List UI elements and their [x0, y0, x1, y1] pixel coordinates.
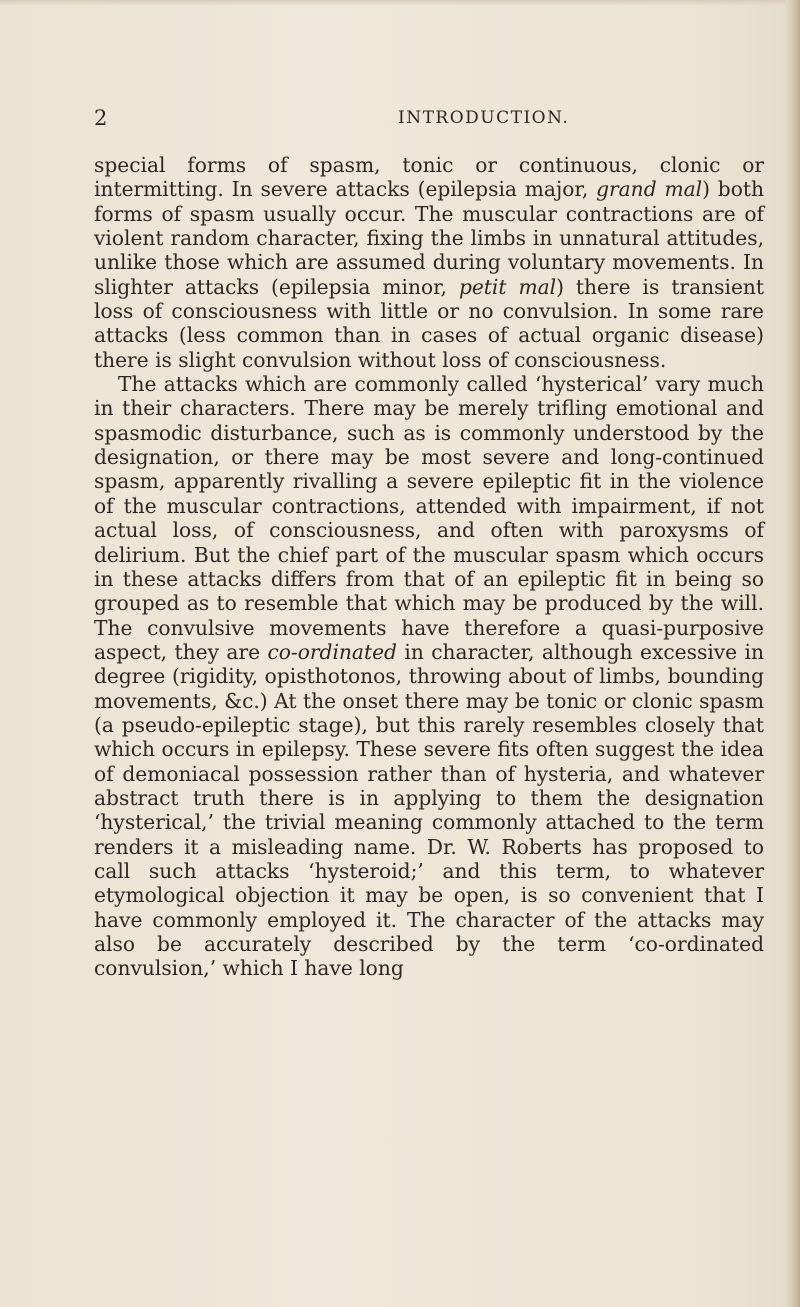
page-top-shadow: [0, 0, 800, 6]
running-head: INTRODUCTION.: [398, 108, 570, 128]
italic-text: co-ordinated: [267, 639, 397, 664]
page-header: [0, 106, 800, 134]
italic-text: petit mal: [458, 274, 557, 299]
text-run: special forms of spasm, tonic or continuous, clonic or intermitting. In severe attacks (epilepsia major,: [94, 153, 764, 202]
text-run: ) both forms of spasm usually occur. The muscular contractions are of violent random character, fixing the limbs in unnatural attitudes, unlike those which are assumed during voluntary movements. In slighter attacks (epilepsia minor,: [94, 177, 764, 299]
text-run: The attacks which are commonly called ‘hysterical’ vary much in their characters. There may be merely trifling emotional and spasmodic disturbance, such as is commonly understood by the designation, or there may be most severe and long-continued spasm, apparently rivalling a severe epileptic fit in the violence of the muscular contractions, attended with impairment, if not actual loss, of consciousness, and often with paroxysms of delirium. But the chief part of the muscular spasm which occurs in these attacks differs from that of an epileptic fit in being so grouped as to resemble that which may be produced by the will. The convulsive movements have therefore a quasi-purposive aspect, they are: [94, 372, 764, 664]
text-run: ) there is transient loss of consciousness with little or no convulsion. In some rare attacks (less common than in cases of actual organic disease) there is slight convulsion without loss of consciousness.: [94, 274, 765, 372]
body-text: [94, 153, 764, 981]
page-number: 2: [94, 106, 108, 130]
paragraph: [94, 153, 764, 372]
text-run: in character, although excessive in degree (rigidity, opisthotonos, throwing about of limbs, bounding movements, &c.) At the onset there may be tonic or clonic spasm (a pseudo-epileptic stage), but this rarely resembles closely that which occurs in epilepsy. These severe fits often suggest the idea of demoniacal possession rather than of hysteria, and whatever abstract truth there is in applying to them the designation ‘hysterical,’ the trivial meaning commonly attached to the term renders it a misleading name. Dr. W. Roberts has proposed to call such attacks ‘hysteroid;’ and this term, to whatever etymological objection it may be open, is so convenient that I have commonly employed it. The character of the attacks may also be accurately described by the term ‘co-ordinated convulsion,’ which I have long: [94, 639, 765, 981]
paragraph: [94, 372, 764, 981]
italic-text: grand mal: [596, 177, 703, 202]
page-edge-shadow: [786, 0, 800, 1307]
